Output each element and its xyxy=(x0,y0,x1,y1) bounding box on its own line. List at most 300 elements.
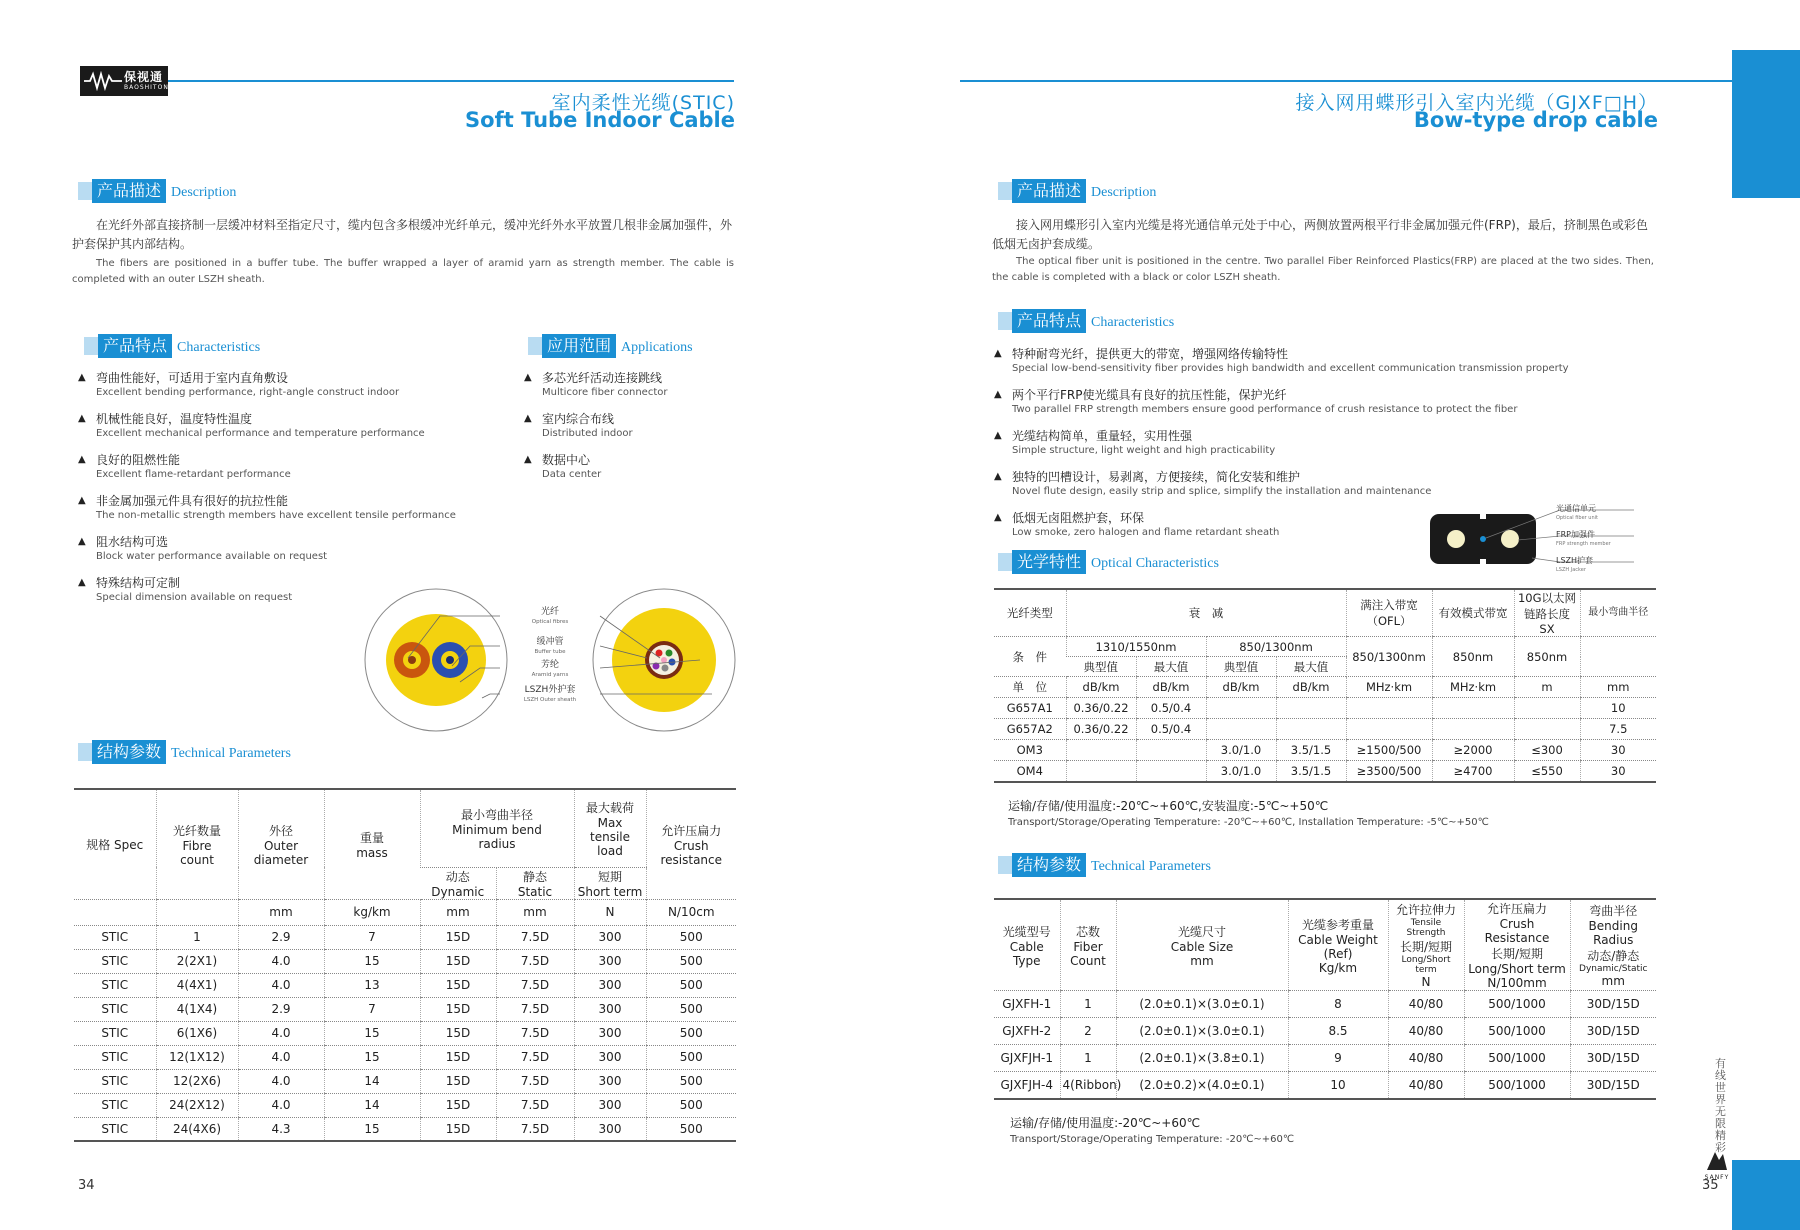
item-en: Data center xyxy=(542,469,602,480)
table-cell: 500/1000 xyxy=(1464,1018,1570,1045)
header-emb: 有效模式带宽 xyxy=(1432,589,1514,637)
table-cell: 500 xyxy=(646,949,736,973)
unit-cell: dB/km xyxy=(1276,677,1346,698)
side-accent-bar-top xyxy=(1732,50,1800,198)
section-header-characteristics-right xyxy=(1012,309,1174,333)
section-header-characteristics-left xyxy=(98,334,260,358)
header-fibre-count: 光纤数量 Fibre count xyxy=(156,789,238,899)
item-cn: 低烟无卤阻燃护套，环保 xyxy=(1012,511,1145,525)
table-cell: 15D xyxy=(420,1069,496,1093)
table-body xyxy=(994,698,1656,782)
table-cell: 2(2X1) xyxy=(156,949,238,973)
characteristics-list-left xyxy=(76,370,516,616)
header-ofl: 满注入带宽 （OFL） xyxy=(1346,589,1432,637)
optical-header-row xyxy=(994,589,1656,637)
cond-max: 最大值 xyxy=(1276,657,1346,677)
table-cell: (2.0±0.1)×(3.0±0.1) xyxy=(1116,1018,1288,1045)
table-cell xyxy=(1514,698,1580,719)
header-tensile: 允许拉伸力 Tensile Strength 长期/短期 Long/Short term N xyxy=(1388,899,1464,991)
triangle-bullet-icon: ▲ xyxy=(994,430,1002,441)
table-cell: 7.5D xyxy=(496,1021,574,1045)
left-page-title-en: Soft Tube Indoor Cable xyxy=(465,108,735,132)
cable-label-en: FRP strength member xyxy=(1556,541,1611,547)
table-units-row xyxy=(74,899,736,925)
header-cable-weight: 光缆参考重量 Cable Weight (Ref) Kg/km xyxy=(1288,899,1388,991)
table-cell: STIC xyxy=(74,1117,156,1141)
table-cell xyxy=(1066,761,1136,782)
table-cell: 2.9 xyxy=(238,997,324,1021)
section-header-tech-right xyxy=(1012,853,1211,877)
table-row xyxy=(74,1045,736,1069)
table-cell: G657A2 xyxy=(994,719,1066,740)
cond-typical: 典型值 xyxy=(1206,657,1276,677)
table-cell: 500/1000 xyxy=(1464,1045,1570,1072)
table-cell: 4.0 xyxy=(238,1093,324,1117)
header-cable-size: 光缆尺寸 Cable Size mm xyxy=(1116,899,1288,991)
table-cell: 30D/15D xyxy=(1570,991,1656,1018)
table-cell: 4.0 xyxy=(238,949,324,973)
table-cell xyxy=(1066,740,1136,761)
item-en: Special dimension available on request xyxy=(96,592,293,603)
item-cn: 光缆结构简单，重量轻，实用性强 xyxy=(1012,429,1193,443)
table-cell xyxy=(1432,719,1514,740)
header-crush: 允许压扁力 Crush Resistance 长期/短期 Long/Short term N/100mm xyxy=(1464,899,1570,991)
table-cell: 3.0/1.0 xyxy=(1206,740,1276,761)
unit-cell: dB/km xyxy=(1066,677,1136,698)
table-row xyxy=(74,925,736,949)
list-item xyxy=(522,452,742,481)
triangle-bullet-icon: ▲ xyxy=(78,454,86,465)
table-cell: 14 xyxy=(324,1069,420,1093)
table-cell: ≥1500/500 xyxy=(1346,740,1432,761)
table-row xyxy=(74,1093,736,1117)
table-cell: 15D xyxy=(420,997,496,1021)
header-outer-diameter: 外径 Outer diameter xyxy=(238,789,324,899)
table-header-row xyxy=(74,789,736,867)
table-cell xyxy=(1346,698,1432,719)
table-cell: 300 xyxy=(574,997,646,1021)
table-cell: 15D xyxy=(420,949,496,973)
table-cell: G657A1 xyxy=(994,698,1066,719)
table-cell: 8 xyxy=(1288,991,1388,1018)
section-label-cn: 产品特点 xyxy=(1012,309,1086,333)
unit-cell: m xyxy=(1514,677,1580,698)
list-item xyxy=(76,534,516,563)
cable-label-en: Optical fiber unit xyxy=(1556,515,1598,521)
table-cell: 300 xyxy=(574,1045,646,1069)
item-cn: 多芯光纤活动连接跳线 xyxy=(542,371,663,385)
header-10g: 10G以太网 链路长度 SX xyxy=(1514,589,1580,637)
table-row xyxy=(74,973,736,997)
unit-cell: dB/km xyxy=(1206,677,1276,698)
table-cell: 7.5D xyxy=(496,1117,574,1141)
header-crush: 允许压扁力 Crush resistance xyxy=(646,789,736,899)
table-cell: STIC xyxy=(74,925,156,949)
table-row xyxy=(74,1117,736,1141)
cond-ofl: 850/1300nm xyxy=(1346,637,1432,677)
table-cell: 1 xyxy=(1060,991,1116,1018)
table-cell: 10 xyxy=(1580,698,1656,719)
tech-params-table-left xyxy=(74,788,736,1142)
table-cell: 9 xyxy=(1288,1045,1388,1072)
table-cell: 3.0/1.0 xyxy=(1206,761,1276,782)
table-cell: 15 xyxy=(324,1021,420,1045)
item-en: Multicore fiber connector xyxy=(542,387,668,398)
list-item xyxy=(992,428,1632,457)
section-header-optical xyxy=(1012,550,1219,574)
table-cell: 15 xyxy=(324,949,420,973)
logo-text: 保视通 xyxy=(124,70,164,84)
header-min-bend: 最小弯曲半径 xyxy=(1580,589,1656,637)
section-label-en: Description xyxy=(1091,185,1157,200)
table-cell: 2 xyxy=(1060,1018,1116,1045)
stic-cross-section-diagram xyxy=(360,588,740,732)
item-en: Block water performance available on request xyxy=(96,551,328,562)
table-cell: 30 xyxy=(1580,740,1656,761)
unit-cell: N xyxy=(574,899,646,925)
section-label-en: Description xyxy=(171,185,237,200)
header-dynamic: 动态 Dynamic xyxy=(420,867,496,899)
section-label-cn: 产品描述 xyxy=(92,179,166,203)
table-cell: OM4 xyxy=(994,761,1066,782)
table-row xyxy=(74,949,736,973)
triangle-bullet-icon: ▲ xyxy=(524,372,532,383)
table-cell: ≥3500/500 xyxy=(1346,761,1432,782)
table-row xyxy=(994,1045,1656,1072)
section-label-en: Optical Characteristics xyxy=(1091,556,1219,571)
table-cell: 500/1000 xyxy=(1464,991,1570,1018)
table-cell: 30D/15D xyxy=(1570,1072,1656,1099)
item-en: Novel flute design, easily strip and splice, simplify the installation and maintenance xyxy=(1012,486,1432,497)
item-en: Special low-bend-sensitivity fiber provides high bandwidth and excellent communication transmission property xyxy=(1012,363,1569,374)
table-cell: 12(1X12) xyxy=(156,1045,238,1069)
triangle-bullet-icon: ▲ xyxy=(78,372,86,383)
header-short-term: 短期 Short term xyxy=(574,867,646,899)
header-fiber-count: 芯数 Fiber Count xyxy=(1060,899,1116,991)
cable-label-en: LSZH Jacker xyxy=(1556,567,1586,573)
table-cell: (2.0±0.1)×(3.8±0.1) xyxy=(1116,1045,1288,1072)
table-cell: 500 xyxy=(646,1117,736,1141)
table-cell: STIC xyxy=(74,1093,156,1117)
table-cell xyxy=(1206,719,1276,740)
table-cell: GJXFH-2 xyxy=(994,1018,1060,1045)
table-cell: 7.5D xyxy=(496,949,574,973)
triangle-bullet-icon: ▲ xyxy=(994,389,1002,400)
item-cn: 两个平行FRP使光缆具有良好的抗压性能，保护光纤 xyxy=(1012,388,1287,402)
table-cell xyxy=(1136,740,1206,761)
logo-subtext: BAOSHITONG xyxy=(124,84,175,91)
table-cell: 2.9 xyxy=(238,925,324,949)
left-page-title-cn: 室内柔性光缆(STIC) xyxy=(551,92,735,114)
side-brand xyxy=(1702,1150,1732,1181)
table-cell: (2.0±0.2)×(4.0±0.1) xyxy=(1116,1072,1288,1099)
unit-cell: dB/km xyxy=(1136,677,1206,698)
table-cell xyxy=(1276,698,1346,719)
tech-note-en: Transport/Storage/Operating Temperature: -20℃~+60℃ xyxy=(1010,1134,1295,1145)
applications-list xyxy=(522,370,742,493)
diagram-label-en: LSZH Outer sheath xyxy=(523,697,577,703)
item-en: Two parallel FRP strength members ensure good performance of crush resistance to protect the fiber xyxy=(1012,404,1518,415)
table-cell xyxy=(1206,698,1276,719)
table-body xyxy=(74,925,736,1141)
optical-note-en: Transport/Storage/Operating Temperature: -20℃~+60℃, Installation Temperature: -5℃~+50℃ xyxy=(1008,817,1489,828)
unit-cell: MHz·km xyxy=(1346,677,1432,698)
tech-note-cn: 运输/存储/使用温度:-20℃~+60℃ xyxy=(1010,1116,1201,1130)
table-cell: 500/1000 xyxy=(1464,1072,1570,1099)
item-en: Excellent flame-retardant performance xyxy=(96,469,291,480)
brand-mark-icon xyxy=(1705,1150,1729,1170)
table-cell: 300 xyxy=(574,925,646,949)
section-label-cn: 产品描述 xyxy=(1012,179,1086,203)
table-cell xyxy=(1346,719,1432,740)
table-cell: 3.5/1.5 xyxy=(1276,761,1346,782)
table-cell: 1 xyxy=(1060,1045,1116,1072)
table-cell: 15 xyxy=(324,1117,420,1141)
diagram-label-cn: 光纤 xyxy=(540,607,560,617)
table-cell: 40/80 xyxy=(1388,1045,1464,1072)
cable-cross-section-2 xyxy=(593,589,735,731)
unit-cell: mm xyxy=(496,899,574,925)
table-cell: 24(2X12) xyxy=(156,1093,238,1117)
table-cell: (2.0±0.1)×(3.0±0.1) xyxy=(1116,991,1288,1018)
cond-emb: 850nm xyxy=(1432,637,1514,677)
unit-cell: mm xyxy=(420,899,496,925)
header-static: 静态 Static xyxy=(496,867,574,899)
cable-label-cn: 光通信单元 xyxy=(1556,504,1596,513)
diagram-label-en: Buffer tube xyxy=(534,649,566,655)
table-cell: 500 xyxy=(646,997,736,1021)
header-fiber-type: 光纤类型 xyxy=(994,589,1066,637)
table-cell: 14 xyxy=(324,1093,420,1117)
header-rule-right xyxy=(960,80,1732,82)
table-cell: 7.5D xyxy=(496,973,574,997)
triangle-bullet-icon: ▲ xyxy=(994,348,1002,359)
table-cell: 30D/15D xyxy=(1570,1045,1656,1072)
item-cn: 独特的凹槽设计，易剥离，方便接续，简化安装和维护 xyxy=(1012,470,1301,484)
table-cell: 500 xyxy=(646,1069,736,1093)
diagram-label-en: Aramid yarns xyxy=(531,672,569,678)
section-header-description-right xyxy=(1012,179,1156,203)
item-cn: 特种耐弯光纤，提供更大的带宽，增强网络传输特性 xyxy=(1012,347,1289,361)
table-cell: 1 xyxy=(156,925,238,949)
triangle-bullet-icon: ▲ xyxy=(994,471,1002,482)
list-item xyxy=(76,493,516,522)
description-text-en-right: The optical fiber unit is positioned in the centre. Two parallel Fiber Reinforced Plastics(FRP) are placed at the two sides. Then, the cable is completed with a black or color LSZH sheath. xyxy=(992,256,1654,283)
optical-characteristics-table xyxy=(994,588,1656,783)
table-cell: 15D xyxy=(420,1045,496,1069)
side-brand-text: SANFY xyxy=(1704,1174,1730,1181)
table-cell: 300 xyxy=(574,1069,646,1093)
table-cell: 30 xyxy=(1580,761,1656,782)
description-text-cn-right: 接入网用蝶形引入室内光缆是将光通信单元处于中心，两侧放置两根平行非金属加强元件(FRP)，最后，挤制黑色或彩色低烟无卤护套成缆。 xyxy=(992,218,1648,251)
table-row xyxy=(994,719,1656,740)
table-cell: 4.0 xyxy=(238,973,324,997)
unit-cell: mm xyxy=(238,899,324,925)
table-cell: 0.5/0.4 xyxy=(1136,719,1206,740)
table-row xyxy=(994,761,1656,782)
table-cell xyxy=(1276,719,1346,740)
table-cell: 4.3 xyxy=(238,1117,324,1141)
triangle-bullet-icon: ▲ xyxy=(78,577,86,588)
table-cell: ≥2000 xyxy=(1432,740,1514,761)
section-label-cn: 产品特点 xyxy=(98,334,172,358)
unit-cell: kg/km xyxy=(324,899,420,925)
table-cell: 7 xyxy=(324,997,420,1021)
section-label-en: Applications xyxy=(621,340,693,355)
list-item xyxy=(76,411,516,440)
table-cell: 13 xyxy=(324,973,420,997)
table-cell: 40/80 xyxy=(1388,1072,1464,1099)
table-cell: 4.0 xyxy=(238,1045,324,1069)
table-cell: 40/80 xyxy=(1388,1018,1464,1045)
section-label-cn: 应用范围 xyxy=(542,334,616,358)
table-cell: STIC xyxy=(74,1045,156,1069)
table-cell: 4(4X1) xyxy=(156,973,238,997)
table-cell: ≥4700 xyxy=(1432,761,1514,782)
list-item xyxy=(522,370,742,399)
triangle-bullet-icon: ▲ xyxy=(994,512,1002,523)
header-mass: 重量 mass xyxy=(324,789,420,899)
tech-params-table-right xyxy=(994,898,1656,1100)
unit-cell: N/10cm xyxy=(646,899,736,925)
table-cell: GJXFJH-4 xyxy=(994,1072,1060,1099)
section-label-en: Characteristics xyxy=(177,340,261,355)
header-attenuation: 衰 减 xyxy=(1066,589,1346,637)
list-item xyxy=(992,387,1632,416)
table-cell: 15D xyxy=(420,1021,496,1045)
table-cell: 7.5D xyxy=(496,1069,574,1093)
section-label-en: Technical Parameters xyxy=(1091,859,1211,874)
table-cell: STIC xyxy=(74,949,156,973)
item-en: Simple structure, light weight and high practicability xyxy=(1012,445,1276,456)
side-vertical-slogan: 有 线 世 界 无 限 精 彩 xyxy=(1715,1057,1726,1154)
list-item xyxy=(992,346,1632,375)
table-cell: STIC xyxy=(74,973,156,997)
triangle-bullet-icon: ▲ xyxy=(524,413,532,424)
table-cell xyxy=(1514,719,1580,740)
table-cell: 300 xyxy=(574,973,646,997)
diagram-label-cn: 缓冲管 xyxy=(536,637,564,647)
table-cell: 7.5D xyxy=(496,997,574,1021)
table-cell: 7.5D xyxy=(496,925,574,949)
cable-cross-section-1 xyxy=(365,589,507,731)
list-item xyxy=(76,370,516,399)
header-tensile: 最大载荷 Max tensile load xyxy=(574,789,646,867)
item-en: Excellent mechanical performance and temperature performance xyxy=(96,428,425,439)
triangle-bullet-icon: ▲ xyxy=(78,495,86,506)
table-body xyxy=(994,991,1656,1099)
table-cell: 500 xyxy=(646,1093,736,1117)
cond-typical: 典型值 xyxy=(1066,657,1136,677)
table-cell: 4.0 xyxy=(238,1021,324,1045)
table-cell: 4.0 xyxy=(238,1069,324,1093)
header-spec: 规格 Spec xyxy=(74,789,156,899)
table-cell xyxy=(1136,761,1206,782)
table-row xyxy=(994,740,1656,761)
table-cell: 15D xyxy=(420,973,496,997)
description-text-en-left: The fibers are positioned in a buffer tube. The buffer wrapped a layer of aramid yarn as strength member. The cable is completed with an outer LSZH sheath. xyxy=(72,258,734,285)
triangle-bullet-icon: ▲ xyxy=(78,536,86,547)
section-header-applications xyxy=(542,334,693,358)
list-item xyxy=(76,452,516,481)
cable-label-cn: LSZH护套 xyxy=(1556,556,1594,565)
side-accent-bar-bottom xyxy=(1732,1160,1800,1230)
table-row xyxy=(74,1021,736,1045)
table-cell: 300 xyxy=(574,949,646,973)
table-cell: STIC xyxy=(74,997,156,1021)
item-en: Distributed indoor xyxy=(542,428,633,439)
section-header-tech-left xyxy=(92,740,291,764)
table-cell xyxy=(1432,698,1514,719)
table-cell: 4(1X4) xyxy=(156,997,238,1021)
table-cell: 7.5 xyxy=(1580,719,1656,740)
cond-850-1300: 850/1300nm xyxy=(1206,637,1346,657)
cond-1310-1550: 1310/1550nm xyxy=(1066,637,1206,657)
bow-type-cable-diagram xyxy=(1428,500,1638,574)
table-row xyxy=(994,698,1656,719)
table-cell: 8.5 xyxy=(1288,1018,1388,1045)
table-cell: OM3 xyxy=(994,740,1066,761)
diagram-label-cn: 芳纶 xyxy=(540,660,560,670)
section-label-cn: 结构参数 xyxy=(1012,853,1086,877)
diagram-label-cn: LSZH外护套 xyxy=(524,685,576,695)
item-cn: 非金属加强元件具有很好的抗拉性能 xyxy=(96,494,289,508)
cable-label-cn: FRP加强件 xyxy=(1556,530,1595,539)
item-en: Excellent bending performance, right-angle construct indoor xyxy=(96,387,400,398)
item-en: Low smoke, zero halogen and flame retardant sheath xyxy=(1012,527,1280,538)
unit-cell: mm xyxy=(1580,677,1656,698)
unit-cell: MHz·km xyxy=(1432,677,1514,698)
table-row xyxy=(994,991,1656,1018)
table-cell: 4(Ribbon) xyxy=(1060,1072,1116,1099)
item-cn: 弯曲性能好，可适用于室内直角敷设 xyxy=(96,371,289,385)
table-cell: 7 xyxy=(324,925,420,949)
table-cell: 3.5/1.5 xyxy=(1276,740,1346,761)
table-cell: 15D xyxy=(420,1093,496,1117)
triangle-bullet-icon: ▲ xyxy=(78,413,86,424)
section-label-cn: 光学特性 xyxy=(1012,550,1086,574)
table-cell: 300 xyxy=(574,1093,646,1117)
item-cn: 机械性能良好，温度特性温度 xyxy=(96,412,253,426)
table-cell: 300 xyxy=(574,1117,646,1141)
table-cell: 15 xyxy=(324,1045,420,1069)
triangle-bullet-icon: ▲ xyxy=(524,454,532,465)
page-number-left: 34 xyxy=(78,1178,95,1193)
table-cell: 0.36/0.22 xyxy=(1066,719,1136,740)
table-cell: 500 xyxy=(646,1021,736,1045)
item-cn: 数据中心 xyxy=(542,453,591,467)
table-cell: 300 xyxy=(574,1021,646,1045)
diagram-label-en: Optical fibres xyxy=(531,619,569,625)
section-label-en: Technical Parameters xyxy=(171,746,291,761)
header-rule-left xyxy=(168,80,734,82)
table-cell: GJXFH-1 xyxy=(994,991,1060,1018)
table-cell: 500 xyxy=(646,973,736,997)
optical-condition-row xyxy=(994,637,1656,657)
optical-unit-row xyxy=(994,677,1656,698)
page-number-right: 35 xyxy=(1702,1178,1719,1193)
cond-10g: 850nm xyxy=(1514,637,1580,677)
header-condition: 条 件 xyxy=(994,637,1066,677)
table-cell: 500 xyxy=(646,925,736,949)
header-bend-radius: 弯曲半径 Bending Radius 动态/静态 Dynamic/Static mm xyxy=(1570,899,1656,991)
section-header-description-left xyxy=(92,179,236,203)
list-item xyxy=(522,411,742,440)
header-cable-type: 光缆型号 Cable Type xyxy=(994,899,1060,991)
right-page-title-cn: 接入网用蝶形引入室内光缆（GJXF□H） xyxy=(1295,92,1658,114)
table-row xyxy=(994,1018,1656,1045)
table-cell: 30D/15D xyxy=(1570,1018,1656,1045)
